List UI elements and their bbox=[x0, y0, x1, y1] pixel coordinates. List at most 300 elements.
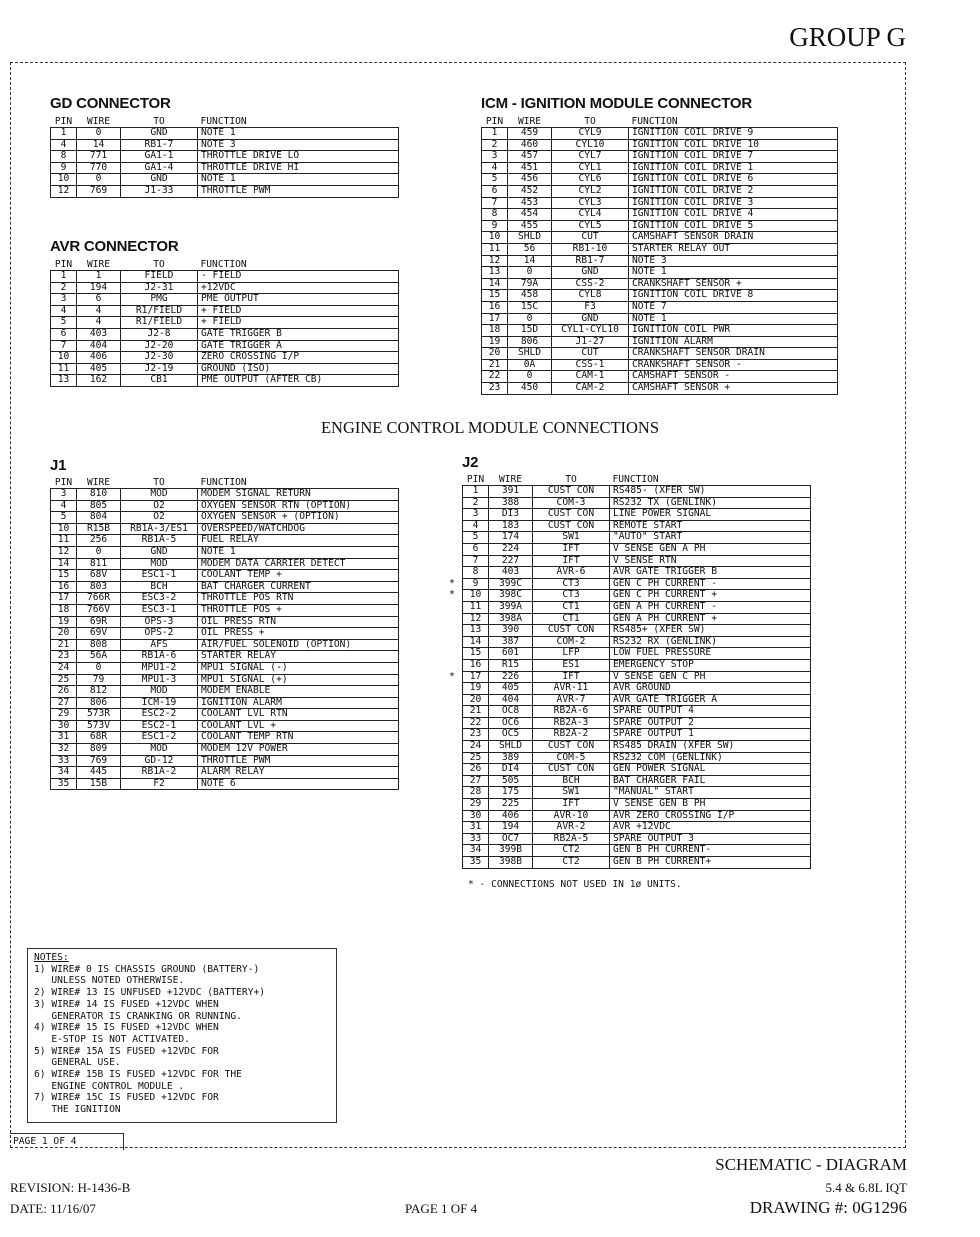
cell-function-text: NOTE 1 bbox=[201, 545, 236, 557]
cell-pin bbox=[51, 363, 77, 375]
cell-to-text: CUST CON bbox=[547, 519, 595, 531]
cell-pin-text: 33 bbox=[469, 832, 482, 844]
cell-function bbox=[198, 744, 399, 756]
cell-wire bbox=[77, 732, 121, 744]
cell-to bbox=[121, 709, 198, 721]
cell-wire bbox=[77, 593, 121, 605]
cell-to bbox=[533, 532, 610, 544]
cell-wire-text: 68R bbox=[89, 731, 108, 743]
cell-pin bbox=[482, 290, 508, 302]
cell-wire bbox=[508, 151, 552, 163]
cell-wire bbox=[489, 822, 533, 834]
table-row bbox=[51, 162, 399, 174]
revision-label: REVISION: H-1436-B bbox=[10, 1180, 131, 1195]
cell-wire bbox=[508, 290, 552, 302]
cell-wire bbox=[489, 833, 533, 845]
cell-to-text: RB1-7 bbox=[575, 254, 605, 266]
cell-to bbox=[533, 486, 610, 498]
cell-to-text: GND bbox=[150, 173, 168, 185]
cell-pin-text: 5 bbox=[491, 173, 498, 185]
cell-to-text: RB2A-6 bbox=[553, 705, 589, 717]
cell-function bbox=[198, 500, 399, 512]
column-header-pin: PIN bbox=[54, 116, 73, 127]
cell-wire-text: 769 bbox=[89, 184, 108, 196]
table-row bbox=[51, 720, 399, 732]
cell-function bbox=[610, 601, 811, 613]
table-row bbox=[51, 174, 399, 186]
cell-function-text: LOW FUEL PRESSURE bbox=[613, 647, 712, 659]
cell-wire bbox=[77, 162, 121, 174]
cell-wire bbox=[77, 185, 121, 197]
cell-wire-text: 399A bbox=[498, 600, 523, 612]
cell-function bbox=[198, 139, 399, 151]
cell-to-text: IFT bbox=[562, 798, 580, 810]
cell-function-text: SPARE OUTPUT 4 bbox=[613, 705, 694, 717]
table-row bbox=[51, 558, 399, 570]
cell-wire-text: 505 bbox=[501, 774, 520, 786]
cell-to-text: O2 bbox=[153, 511, 165, 523]
cell-to-text: RB1A-6 bbox=[141, 650, 177, 662]
cell-function-text: THROTTLE DRIVE LO bbox=[201, 150, 300, 162]
cell-to bbox=[121, 546, 198, 558]
cell-to-text: RB2A-5 bbox=[553, 832, 589, 844]
note-line: THE IGNITION bbox=[34, 1104, 121, 1116]
table-row bbox=[463, 717, 811, 729]
cell-wire bbox=[77, 709, 121, 721]
cell-to bbox=[552, 325, 629, 337]
cell-to-text: MPU1-2 bbox=[141, 661, 177, 673]
table-row bbox=[51, 500, 399, 512]
cell-pin-text: 5 bbox=[472, 531, 479, 543]
cell-to-text: IFT bbox=[562, 554, 580, 566]
column-header-to: TO bbox=[153, 116, 165, 127]
cell-wire bbox=[508, 348, 552, 360]
cell-pin-text: 20 bbox=[57, 627, 70, 639]
j2-table bbox=[449, 474, 811, 869]
cell-wire-text: 79 bbox=[92, 673, 105, 685]
cell-pin-text: 14 bbox=[488, 277, 501, 289]
cell-to-text: CSS-2 bbox=[575, 277, 605, 289]
cell-to-text: CUST CON bbox=[547, 740, 595, 752]
cell-pin bbox=[51, 709, 77, 721]
note-line: 1) WIRE# 0 IS CHASSIS GROUND (BATTERY-) bbox=[34, 963, 260, 975]
table-row bbox=[463, 822, 811, 834]
cell-to-text: ESC1-2 bbox=[141, 731, 177, 743]
cell-to-text: ESC1-1 bbox=[141, 569, 177, 581]
cell-pin-text: 21 bbox=[488, 358, 501, 370]
table-row bbox=[463, 555, 811, 567]
table-row bbox=[463, 764, 811, 776]
gd-connector-table bbox=[50, 116, 399, 198]
table-row bbox=[51, 305, 399, 317]
cell-pin bbox=[51, 151, 77, 163]
cell-pin-text: 23 bbox=[57, 650, 70, 662]
cell-to bbox=[121, 744, 198, 756]
cell-function bbox=[198, 282, 399, 294]
cell-function bbox=[610, 486, 811, 498]
cell-wire-text: 4 bbox=[95, 304, 102, 316]
cell-wire bbox=[489, 775, 533, 787]
cell-pin bbox=[51, 128, 77, 140]
cell-function bbox=[629, 128, 838, 140]
cell-wire bbox=[77, 720, 121, 732]
cell-to-text: R1/FIELD bbox=[135, 316, 183, 328]
cell-pin bbox=[463, 601, 489, 613]
cell-pin bbox=[51, 581, 77, 593]
cell-pin-text: 16 bbox=[57, 580, 70, 592]
cell-wire-text: 69V bbox=[89, 627, 108, 639]
cell-pin-text: 8 bbox=[472, 566, 479, 578]
cell-function bbox=[629, 255, 838, 267]
table-row bbox=[51, 755, 399, 767]
note-line: E-STOP IS NOT ACTIVATED. bbox=[34, 1033, 190, 1045]
cell-to-text: ES1 bbox=[562, 658, 580, 670]
cell-pin bbox=[51, 674, 77, 686]
cell-function bbox=[198, 340, 399, 352]
cell-wire-text: DI4 bbox=[501, 763, 520, 775]
cell-wire-text: OC7 bbox=[501, 832, 520, 844]
cell-to bbox=[533, 520, 610, 532]
cell-to bbox=[533, 601, 610, 613]
cell-to-text: AVR-6 bbox=[556, 566, 586, 578]
cell-to-text: RB1-7 bbox=[144, 138, 174, 150]
cell-function-text: COOLANT TEMP + bbox=[201, 569, 282, 581]
cell-to bbox=[121, 593, 198, 605]
cell-function-text: RS485+ (XFER SW) bbox=[613, 624, 706, 636]
cell-pin-text: 18 bbox=[57, 603, 70, 615]
cell-to-text: CYL6 bbox=[578, 173, 602, 185]
cell-wire-text: 457 bbox=[520, 150, 539, 162]
cell-function bbox=[629, 383, 838, 395]
cell-pin bbox=[482, 243, 508, 255]
cell-pin-text: 10 bbox=[57, 173, 70, 185]
cell-pin bbox=[482, 348, 508, 360]
cell-to bbox=[121, 185, 198, 197]
cell-wire-text: 79A bbox=[520, 277, 539, 289]
cell-function-text: "AUTO" START bbox=[613, 531, 683, 543]
j2-footnote: * - CONNECTIONS NOT USED IN 1ø UNITS. bbox=[468, 879, 682, 890]
cell-pin bbox=[463, 810, 489, 822]
cell-pin-text: 3 bbox=[491, 150, 498, 162]
cell-function-text: IGNITION COIL DRIVE 9 bbox=[632, 127, 754, 138]
table-row bbox=[463, 729, 811, 741]
cell-pin bbox=[51, 755, 77, 767]
cell-to-text: ESC2-2 bbox=[141, 708, 177, 720]
cell-wire-text: OC8 bbox=[501, 705, 520, 717]
cell-to bbox=[552, 162, 629, 174]
cell-wire-text: 68V bbox=[89, 569, 108, 581]
cell-to bbox=[533, 613, 610, 625]
cell-to bbox=[533, 857, 610, 869]
cell-to bbox=[121, 674, 198, 686]
cell-to bbox=[552, 359, 629, 371]
cell-pin-text: 21 bbox=[57, 638, 70, 650]
cell-pin bbox=[51, 778, 77, 790]
cell-pin-text: 2 bbox=[472, 496, 479, 508]
cell-pin-text: 16 bbox=[488, 300, 501, 312]
cell-wire-text: 14 bbox=[523, 254, 536, 266]
cell-wire bbox=[77, 352, 121, 364]
cell-to-text: AFS bbox=[150, 638, 168, 650]
cell-function-text: IGNITION ALARM bbox=[632, 335, 713, 347]
cell-pin bbox=[51, 162, 77, 174]
column-header-to: TO bbox=[153, 259, 165, 270]
cell-function-text: IGNITION COIL PWR bbox=[632, 324, 731, 336]
cell-pin-text: 27 bbox=[57, 696, 70, 708]
table-header-row bbox=[463, 474, 811, 486]
cell-to-text: CT3 bbox=[562, 577, 580, 589]
cell-pin bbox=[51, 744, 77, 756]
cell-to-text: OPS-3 bbox=[144, 615, 174, 627]
cell-function bbox=[198, 352, 399, 364]
cell-function-text: IGNITION COIL DRIVE 2 bbox=[632, 184, 754, 196]
cell-pin-text: 24 bbox=[57, 661, 70, 673]
cell-pin bbox=[463, 648, 489, 660]
cell-pin bbox=[482, 371, 508, 383]
cell-pin-text: 24 bbox=[469, 740, 482, 752]
cell-pin-text: 14 bbox=[469, 635, 482, 647]
cell-wire-text: 451 bbox=[520, 161, 539, 173]
cell-function-text: RS232 TX (GENLINK) bbox=[613, 496, 717, 508]
cell-function bbox=[198, 558, 399, 570]
cell-pin bbox=[51, 352, 77, 364]
cell-pin-text: 6 bbox=[60, 327, 67, 339]
cell-function-text: GEN A PH CURRENT - bbox=[613, 600, 717, 612]
cell-wire bbox=[77, 558, 121, 570]
cell-to bbox=[533, 567, 610, 579]
table-row bbox=[463, 752, 811, 764]
table-row bbox=[482, 313, 838, 325]
cell-wire-text: 455 bbox=[520, 219, 539, 231]
cell-to-text: COM-2 bbox=[556, 635, 586, 647]
cell-to bbox=[552, 220, 629, 232]
cell-function-text: EMERGENCY STOP bbox=[613, 658, 694, 670]
cell-to-text: SW1 bbox=[562, 786, 580, 798]
cell-function bbox=[610, 555, 811, 567]
cell-wire-text: R15B bbox=[86, 522, 111, 534]
cell-to-text: CUST CON bbox=[547, 624, 595, 636]
cell-function bbox=[610, 787, 811, 799]
cell-wire bbox=[77, 697, 121, 709]
cell-function-text: STARTER RELAY bbox=[201, 650, 277, 662]
cell-wire-text: 0 bbox=[95, 545, 102, 557]
ecm-section-title: ENGINE CONTROL MODULE CONNECTIONS bbox=[320, 418, 660, 437]
cell-pin-text: 10 bbox=[57, 522, 70, 534]
j1-table bbox=[50, 477, 399, 790]
cell-to-text: CT1 bbox=[562, 612, 580, 624]
cell-function-text: SPARE OUTPUT 3 bbox=[613, 832, 694, 844]
drawing-number: DRAWING #: 0G1296 bbox=[749, 1198, 907, 1217]
cell-pin-text: 15 bbox=[469, 647, 482, 659]
cell-function-text: THROTTLE POS RTN bbox=[201, 592, 294, 604]
table-row bbox=[463, 799, 811, 811]
note-line: 2) WIRE# 13 IS UNFUSED +12VDC (BATTERY+) bbox=[34, 987, 266, 999]
cell-pin-text: 6 bbox=[472, 542, 479, 554]
cell-pin bbox=[51, 512, 77, 524]
cell-pin-text: 1 bbox=[491, 127, 498, 138]
cell-to-text: RB1A-2 bbox=[141, 766, 177, 778]
cell-wire bbox=[508, 255, 552, 267]
cell-wire bbox=[489, 578, 533, 590]
cell-wire bbox=[489, 810, 533, 822]
table-row bbox=[51, 709, 399, 721]
cell-function bbox=[198, 375, 399, 387]
cell-function bbox=[610, 497, 811, 509]
cell-wire-text: 0 bbox=[526, 266, 533, 278]
cell-function-text: OXYGEN SENSOR RTN (OPTION) bbox=[201, 499, 352, 511]
cell-to bbox=[552, 383, 629, 395]
table-row bbox=[51, 489, 399, 501]
page-number: PAGE 1 OF 4 bbox=[405, 1201, 478, 1216]
cell-pin-text: 5 bbox=[60, 511, 67, 523]
cell-function-text: BAT CHARGER CURRENT bbox=[201, 580, 311, 592]
table-row bbox=[482, 301, 838, 313]
cell-to bbox=[552, 371, 629, 383]
cell-to-text: MPU1-3 bbox=[141, 673, 177, 685]
cell-function bbox=[610, 799, 811, 811]
cell-wire bbox=[508, 174, 552, 186]
cell-wire bbox=[508, 232, 552, 244]
cell-pin-text: 30 bbox=[57, 719, 70, 731]
cell-pin-text: 22 bbox=[469, 716, 482, 728]
cell-function bbox=[198, 512, 399, 524]
cell-wire bbox=[508, 197, 552, 209]
cell-wire bbox=[77, 570, 121, 582]
cell-pin bbox=[482, 325, 508, 337]
cell-pin-text: 17 bbox=[57, 592, 70, 604]
gd-connector-title: GD CONNECTOR bbox=[50, 95, 171, 112]
column-header-wire: WIRE bbox=[86, 116, 111, 127]
table-row bbox=[51, 523, 399, 535]
table-row bbox=[51, 535, 399, 547]
cell-wire-text: 391 bbox=[501, 485, 520, 496]
table-row bbox=[482, 255, 838, 267]
cell-function bbox=[610, 509, 811, 521]
cell-to bbox=[121, 139, 198, 151]
table-header-row bbox=[51, 116, 399, 128]
cell-pin bbox=[463, 625, 489, 637]
cell-to bbox=[121, 500, 198, 512]
cell-to bbox=[552, 267, 629, 279]
cell-to-text: CSS-1 bbox=[575, 358, 605, 370]
cell-to-text: F3 bbox=[584, 300, 596, 312]
column-header-wire: WIRE bbox=[517, 116, 542, 127]
cell-wire bbox=[489, 601, 533, 613]
cell-to bbox=[552, 336, 629, 348]
column-header-wire: WIRE bbox=[86, 477, 111, 488]
cell-function bbox=[610, 613, 811, 625]
cell-function-text: V SENSE GEN C PH bbox=[613, 670, 706, 682]
cell-function-text: AVR GATE TRIGGER A bbox=[613, 693, 717, 705]
table-row bbox=[51, 767, 399, 779]
cell-wire bbox=[77, 512, 121, 524]
cell-to-text: CYL5 bbox=[578, 219, 602, 231]
table-row bbox=[463, 636, 811, 648]
cell-function-text: + FIELD bbox=[201, 316, 242, 328]
cell-to-text: COM-5 bbox=[556, 751, 586, 763]
cell-pin bbox=[482, 383, 508, 395]
cell-pin bbox=[463, 752, 489, 764]
column-header-wire: WIRE bbox=[86, 259, 111, 270]
cell-to-text: GND bbox=[150, 545, 168, 557]
cell-wire-text: 458 bbox=[520, 289, 539, 301]
cell-function bbox=[610, 625, 811, 637]
cell-function bbox=[198, 174, 399, 186]
cell-to bbox=[121, 271, 198, 283]
cell-to-text: AVR-7 bbox=[556, 693, 586, 705]
cell-pin bbox=[463, 706, 489, 718]
cell-pin-text: 13 bbox=[57, 374, 70, 386]
cell-pin bbox=[463, 833, 489, 845]
cell-function-text: NOTE 7 bbox=[632, 300, 667, 312]
cell-to bbox=[533, 729, 610, 741]
cell-pin bbox=[51, 767, 77, 779]
cell-pin-text: 16 bbox=[469, 658, 482, 670]
cell-to bbox=[552, 290, 629, 302]
table-row bbox=[482, 139, 838, 151]
cell-to bbox=[552, 174, 629, 186]
cell-function-text: CAMSHAFT SENSOR DRAIN bbox=[632, 231, 754, 243]
cell-to bbox=[121, 512, 198, 524]
cell-to-text: CYL7 bbox=[578, 150, 602, 162]
notes-lines bbox=[34, 964, 330, 1116]
cell-pin-text: 11 bbox=[488, 242, 501, 254]
cell-function bbox=[198, 305, 399, 317]
cell-wire-text: 0 bbox=[95, 127, 102, 138]
cell-pin bbox=[482, 267, 508, 279]
cell-pin-text: 12 bbox=[57, 184, 70, 196]
cell-wire bbox=[77, 375, 121, 387]
cell-pin-text: 22 bbox=[488, 370, 501, 382]
cell-pin bbox=[463, 509, 489, 521]
cell-to bbox=[533, 694, 610, 706]
cell-to bbox=[552, 313, 629, 325]
date-label: DATE: 11/16/07 bbox=[10, 1201, 96, 1216]
cell-function bbox=[198, 128, 399, 140]
cell-to-text: GD-12 bbox=[144, 754, 174, 766]
cell-pin-text: 9 bbox=[472, 577, 479, 589]
cell-to bbox=[121, 128, 198, 140]
note-line: 6) WIRE# 15B IS FUSED +12VDC FOR THE bbox=[34, 1069, 242, 1081]
cell-wire-text: DI3 bbox=[501, 508, 520, 520]
cell-pin bbox=[482, 278, 508, 290]
cell-function-text: GEN POWER SIGNAL bbox=[613, 763, 706, 775]
cell-wire-text: 454 bbox=[520, 208, 539, 220]
table-row bbox=[482, 290, 838, 302]
column-header-function: FUNCTION bbox=[200, 477, 247, 488]
cell-to bbox=[552, 128, 629, 140]
cell-to-text: ICM-19 bbox=[141, 696, 177, 708]
table-row bbox=[463, 520, 811, 532]
cell-pin bbox=[51, 317, 77, 329]
cell-pin-text: 1 bbox=[60, 127, 67, 138]
cell-to-text: CUST CON bbox=[547, 763, 595, 775]
cell-wire-text: 162 bbox=[89, 374, 108, 386]
cell-wire-text: 194 bbox=[89, 281, 108, 293]
cell-function-text: NOTE 1 bbox=[632, 266, 667, 278]
cell-function bbox=[198, 489, 399, 501]
cell-pin-text: 4 bbox=[60, 138, 67, 150]
table-row bbox=[51, 616, 399, 628]
cell-wire-text: 388 bbox=[501, 496, 520, 508]
cell-to-text: CAM-2 bbox=[575, 382, 605, 394]
cell-wire-text: 452 bbox=[520, 184, 539, 196]
cell-pin-text: 9 bbox=[60, 161, 67, 173]
column-header-to: TO bbox=[153, 477, 165, 488]
cell-function bbox=[610, 833, 811, 845]
cell-to bbox=[552, 348, 629, 360]
cell-pin bbox=[482, 255, 508, 267]
